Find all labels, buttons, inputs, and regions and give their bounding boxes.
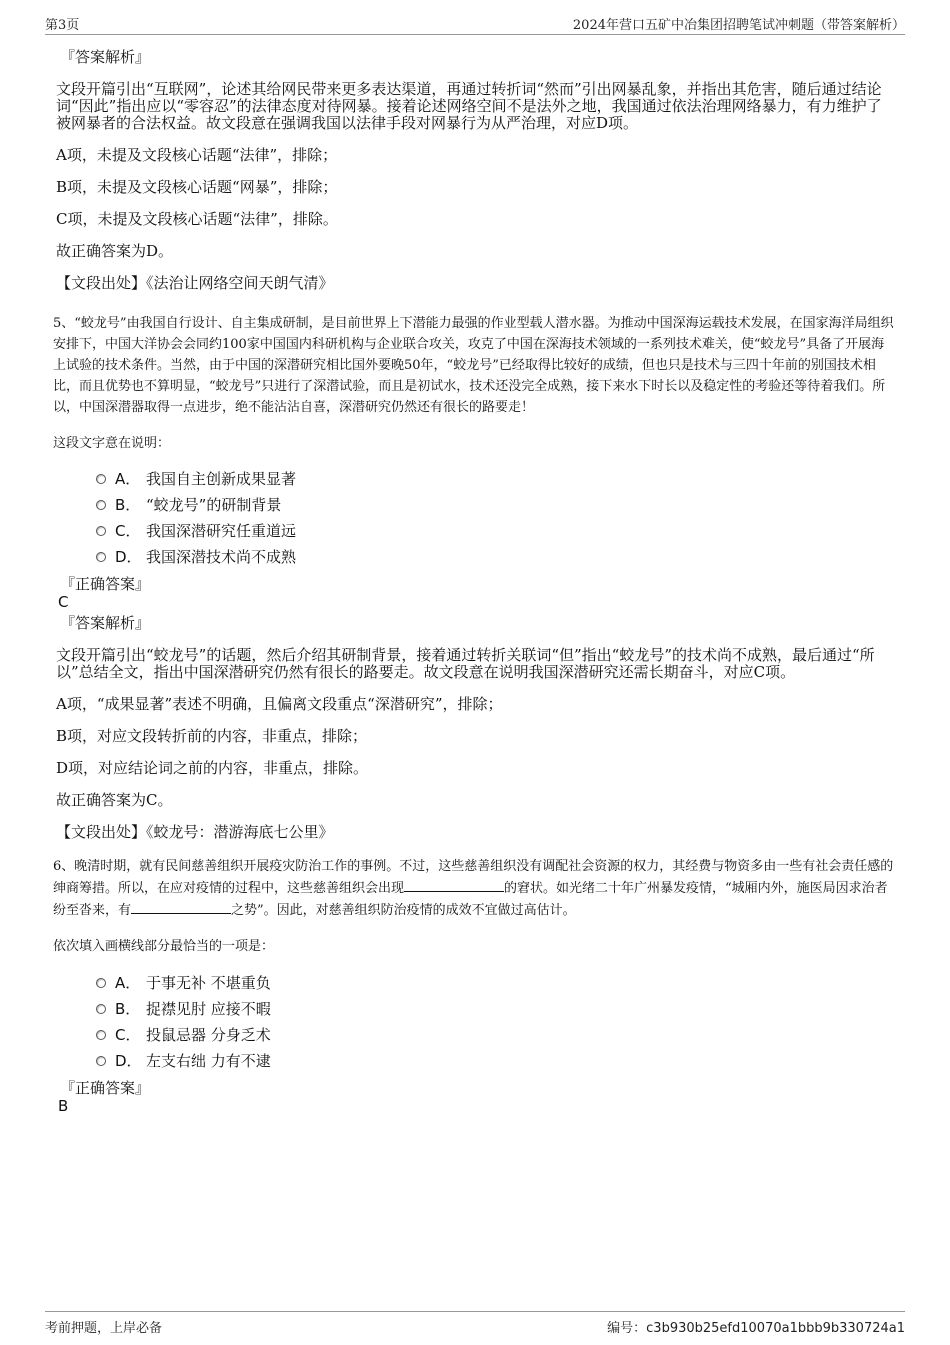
q4-analysis-text: 文段开篇引出“互联网”，论述其给网民带来更多表达渠道，再通过转折词“然而”引出网暴乱象，并指出其危害，随后通过结论词“因此”指出应以“零容忍”的法律态度对待网暴。接着论述网络空间不是法外之地，我国通过依法治理网络暴力，有力维护了被网暴者的合法权益。故文段意在强调我国以法律手段对网暴行为从严治理，对应D项。 bbox=[56, 80, 882, 132]
radio-icon[interactable] bbox=[96, 1056, 106, 1066]
fill-blank-2[interactable] bbox=[131, 899, 231, 914]
document-title: 2024年营口五矿中冶集团招聘笔试冲刺题（带答案解析） bbox=[572, 18, 905, 33]
radio-icon[interactable] bbox=[96, 500, 106, 510]
page-number: 第3页 bbox=[45, 18, 80, 33]
q5-conclusion: 故正确答案为C。 bbox=[56, 791, 173, 809]
q5-options bbox=[56, 466, 896, 570]
q5-option-d[interactable]: D． 我国深潜技术尚不成熟 bbox=[96, 544, 896, 570]
radio-icon[interactable] bbox=[96, 978, 106, 988]
q5-option-c[interactable]: C． 我国深潜研究任重道远 bbox=[96, 518, 896, 544]
q5-analysis-text: 文段开篇引出“蛟龙号”的话题，然后介绍其研制背景，接着通过转折关联词“但”指出“蛟龙号”的技术尚不成熟，最后通过“所以”总结全文，指出中国深潜研究仍然有很长的路要走。故文段意在说明我国深潜研究还需长期奋斗，对应C项。 bbox=[56, 646, 875, 681]
page-header bbox=[45, 12, 905, 35]
q5-analysis-label: 『答案解析』 bbox=[60, 614, 151, 632]
fill-blank-1[interactable] bbox=[404, 877, 504, 892]
q5-note-b: B项，对应文段转折前的内容，非重点，排除； bbox=[56, 727, 368, 745]
q5-answer-label: 『正确答案』 bbox=[60, 575, 151, 593]
q5-answer: C bbox=[58, 593, 69, 611]
q4-note-a: A项，未提及文段核心话题“法律”，排除； bbox=[56, 146, 338, 164]
q6-option-d[interactable]: D． 左支右绌 力有不逮 bbox=[96, 1048, 896, 1074]
q5-note-d: D项，对应结论词之前的内容，非重点，排除。 bbox=[56, 759, 369, 777]
q6-question: 依次填入画横线部分最恰当的一项是： bbox=[53, 939, 275, 954]
radio-icon[interactable] bbox=[96, 526, 106, 536]
footer-slogan: 考前押题，上岸必备 bbox=[45, 1321, 163, 1336]
q5-question: 这段文字意在说明： bbox=[53, 436, 171, 451]
q4-conclusion: 故正确答案为D。 bbox=[56, 242, 174, 260]
document-serial: 编号：c3b930b25efd10070a1bbb9b330724a1 bbox=[607, 1321, 905, 1336]
q6-stem: 6、晚清时期，就有民间慈善组织开展疫灾防治工作的事例。不过，这些慈善组织没有调配社会资源的权力，其经费与物资多由一些有社会责任感的绅商筹措。所以，在应对疫情的过程中，这些慈善组织会出现 的窘状。如光绪二十年广州暴发疫情，“城厢内外，施医局因求治者纷至沓来，有 之势”。因此，对慈善组织防治疫情的成效不宜做过高估计。 bbox=[53, 859, 894, 918]
q4-analysis-label: 『答案解析』 bbox=[60, 48, 151, 66]
q6-option-b[interactable]: B． 捉襟见肘 应接不暇 bbox=[96, 996, 896, 1022]
q6-options bbox=[56, 970, 896, 1074]
q6-answer-label: 『正确答案』 bbox=[60, 1079, 151, 1097]
q6-answer: B bbox=[58, 1097, 69, 1115]
radio-icon[interactable] bbox=[96, 552, 106, 562]
q5-stem: 5、“蛟龙号”由我国自行设计、自主集成研制，是目前世界上下潜能力最强的作业型载人潜水器。为推动中国深海运载技术发展，在国家海洋局组织安排下，中国大洋协会会同约100家中国国内科研机构与企业联合攻关，攻克了中国在深海技术领域的一系列技术难关，使“蛟龙号”具备了开展海上试验的技术条件。当然，由于中国的深潜研究相比国外要晚50年，“蛟龙号”已经取得比较好的成绩，但也只是技术与三四十年前的别国技术相比，而且优势也不算明显，“蛟龙号”只进行了深潜试验，而且是初试水，技术还没完全成熟，接下来水下时长以及稳定性的考验还等待着我们。所以，中国深潜器取得一点进步，绝不能沾沾自喜，深潜研究仍然还有很长的路要走！ bbox=[53, 316, 894, 415]
radio-icon[interactable] bbox=[96, 474, 106, 484]
q5-option-b[interactable]: B． “蛟龙号”的研制背景 bbox=[96, 492, 896, 518]
q5-note-a: A项，“成果显著”表述不明确，且偏离文段重点“深潜研究”，排除； bbox=[56, 695, 503, 713]
page-content bbox=[53, 46, 896, 1115]
q6-option-c[interactable]: C． 投鼠忌器 分身乏术 bbox=[96, 1022, 896, 1048]
radio-icon[interactable] bbox=[96, 1004, 106, 1014]
q5-option-a[interactable]: A． 我国自主创新成果显著 bbox=[96, 466, 896, 492]
q4-source: 【文段出处】《法治让网络空间天朗气清》 bbox=[56, 274, 334, 292]
q6-option-a[interactable]: A． 于事无补 不堪重负 bbox=[96, 970, 896, 996]
radio-icon[interactable] bbox=[96, 1030, 106, 1040]
page-footer bbox=[45, 1311, 905, 1338]
q5-source: 【文段出处】《蛟龙号：潜游海底七公里》 bbox=[56, 823, 334, 841]
q4-note-c: C项，未提及文段核心话题“法律”，排除。 bbox=[56, 210, 338, 228]
q4-note-b: B项，未提及文段核心话题“网暴”，排除； bbox=[56, 178, 338, 196]
